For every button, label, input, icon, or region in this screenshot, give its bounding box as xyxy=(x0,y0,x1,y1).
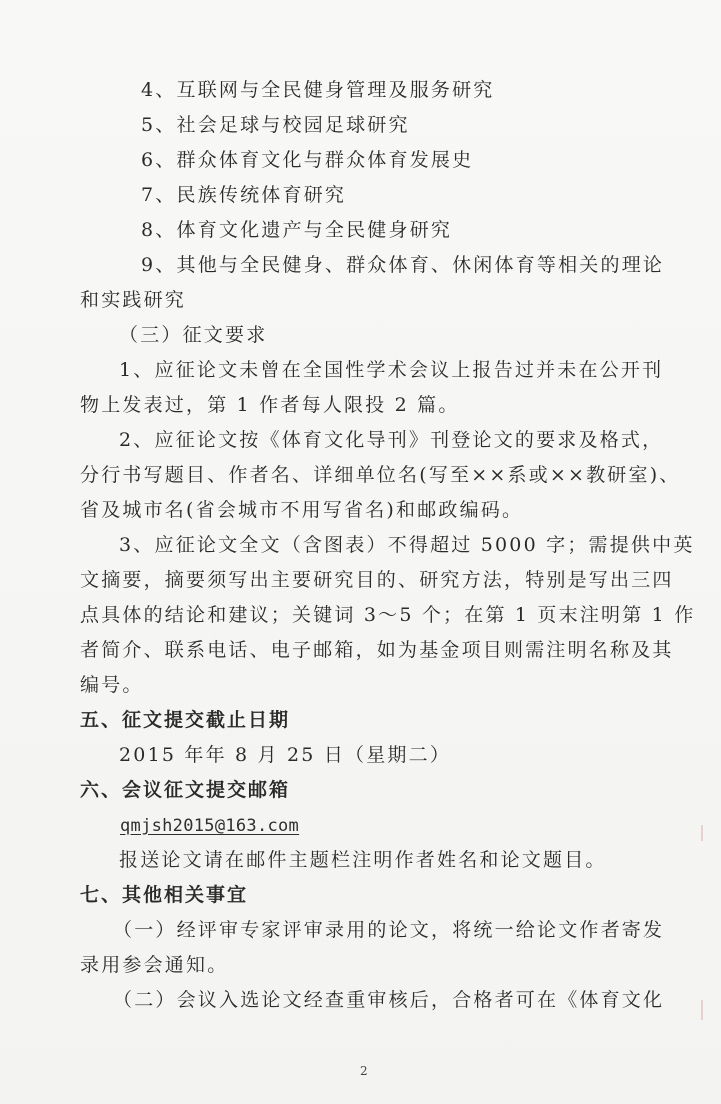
requirement-3-line-3: 点具体的结论和建议；关键词 3～5 个；在第 1 页末注明第 1 作 xyxy=(80,604,696,626)
requirement-3-line-5: 编号。 xyxy=(80,674,144,696)
other-item-1-line-2: 录用参会通知。 xyxy=(80,954,229,976)
scan-artifact-mark xyxy=(701,1000,703,1020)
topic-item-8: 8、体育文化遗产与全民健身研究 xyxy=(141,219,453,241)
requirement-1-line-1: 1、应征论文未曾在全国性学术会议上报告过并未在公开刊 xyxy=(119,359,664,381)
requirement-1-line-2: 物上发表过，第 1 作者每人限投 2 篇。 xyxy=(80,394,460,416)
section-heading-other-matters: 七、其他相关事宜 xyxy=(80,884,249,906)
requirement-3-line-2: 文摘要，摘要须写出主要研究目的、研究方法，特别是写出三四 xyxy=(80,569,674,591)
requirement-2-line-1: 2、应征论文按《体育文化导刊》刊登论文的要求及格式， xyxy=(119,429,664,451)
requirement-3-line-4: 者简介、联系电话、电子邮箱，如为基金项目则需注明名称及其 xyxy=(80,639,674,661)
section-heading-deadline: 五、征文提交截止日期 xyxy=(80,709,291,731)
topic-item-7: 7、民族传统体育研究 xyxy=(141,184,347,206)
section-heading-requirements: （三）征文要求 xyxy=(119,324,268,346)
other-item-2-line-1: （二）会议入选论文经查重审核后，合格者可在《体育文化 xyxy=(113,989,665,1011)
other-item-1-line-1: （一）经评审专家评审录用的论文，将统一给论文作者寄发 xyxy=(113,919,665,941)
topic-item-5: 5、社会足球与校园足球研究 xyxy=(141,114,410,136)
topic-item-6: 6、群众体育文化与群众体育发展史 xyxy=(141,149,474,171)
submission-email-link[interactable]: qmjsh2015@163.com xyxy=(120,816,300,836)
requirement-2-line-3: 省及城市名(省会城市不用写省名)和邮政编码。 xyxy=(80,499,524,521)
topic-item-9-continued: 和实践研究 xyxy=(80,289,187,311)
section-heading-email: 六、会议征文提交邮箱 xyxy=(80,779,291,801)
email-subject-instruction: 报送论文请在邮件主题栏注明作者姓名和论文题目。 xyxy=(119,849,607,871)
topic-item-9: 9、其他与全民健身、群众体育、休闲体育等相关的理论 xyxy=(141,254,665,276)
page-number: 2 xyxy=(360,1064,368,1078)
deadline-date: 2015 年年 8 月 25 日（星期二） xyxy=(119,744,452,766)
requirement-3-line-1: 3、应征论文全文（含图表）不得超过 5000 字；需提供中英 xyxy=(119,534,695,556)
scan-artifact-mark xyxy=(701,825,703,841)
topic-item-4: 4、互联网与全民健身管理及服务研究 xyxy=(141,79,495,101)
requirement-2-line-2: 分行书写题目、作者名、详细单位名(写至××系或××教研室)、 xyxy=(80,464,681,486)
